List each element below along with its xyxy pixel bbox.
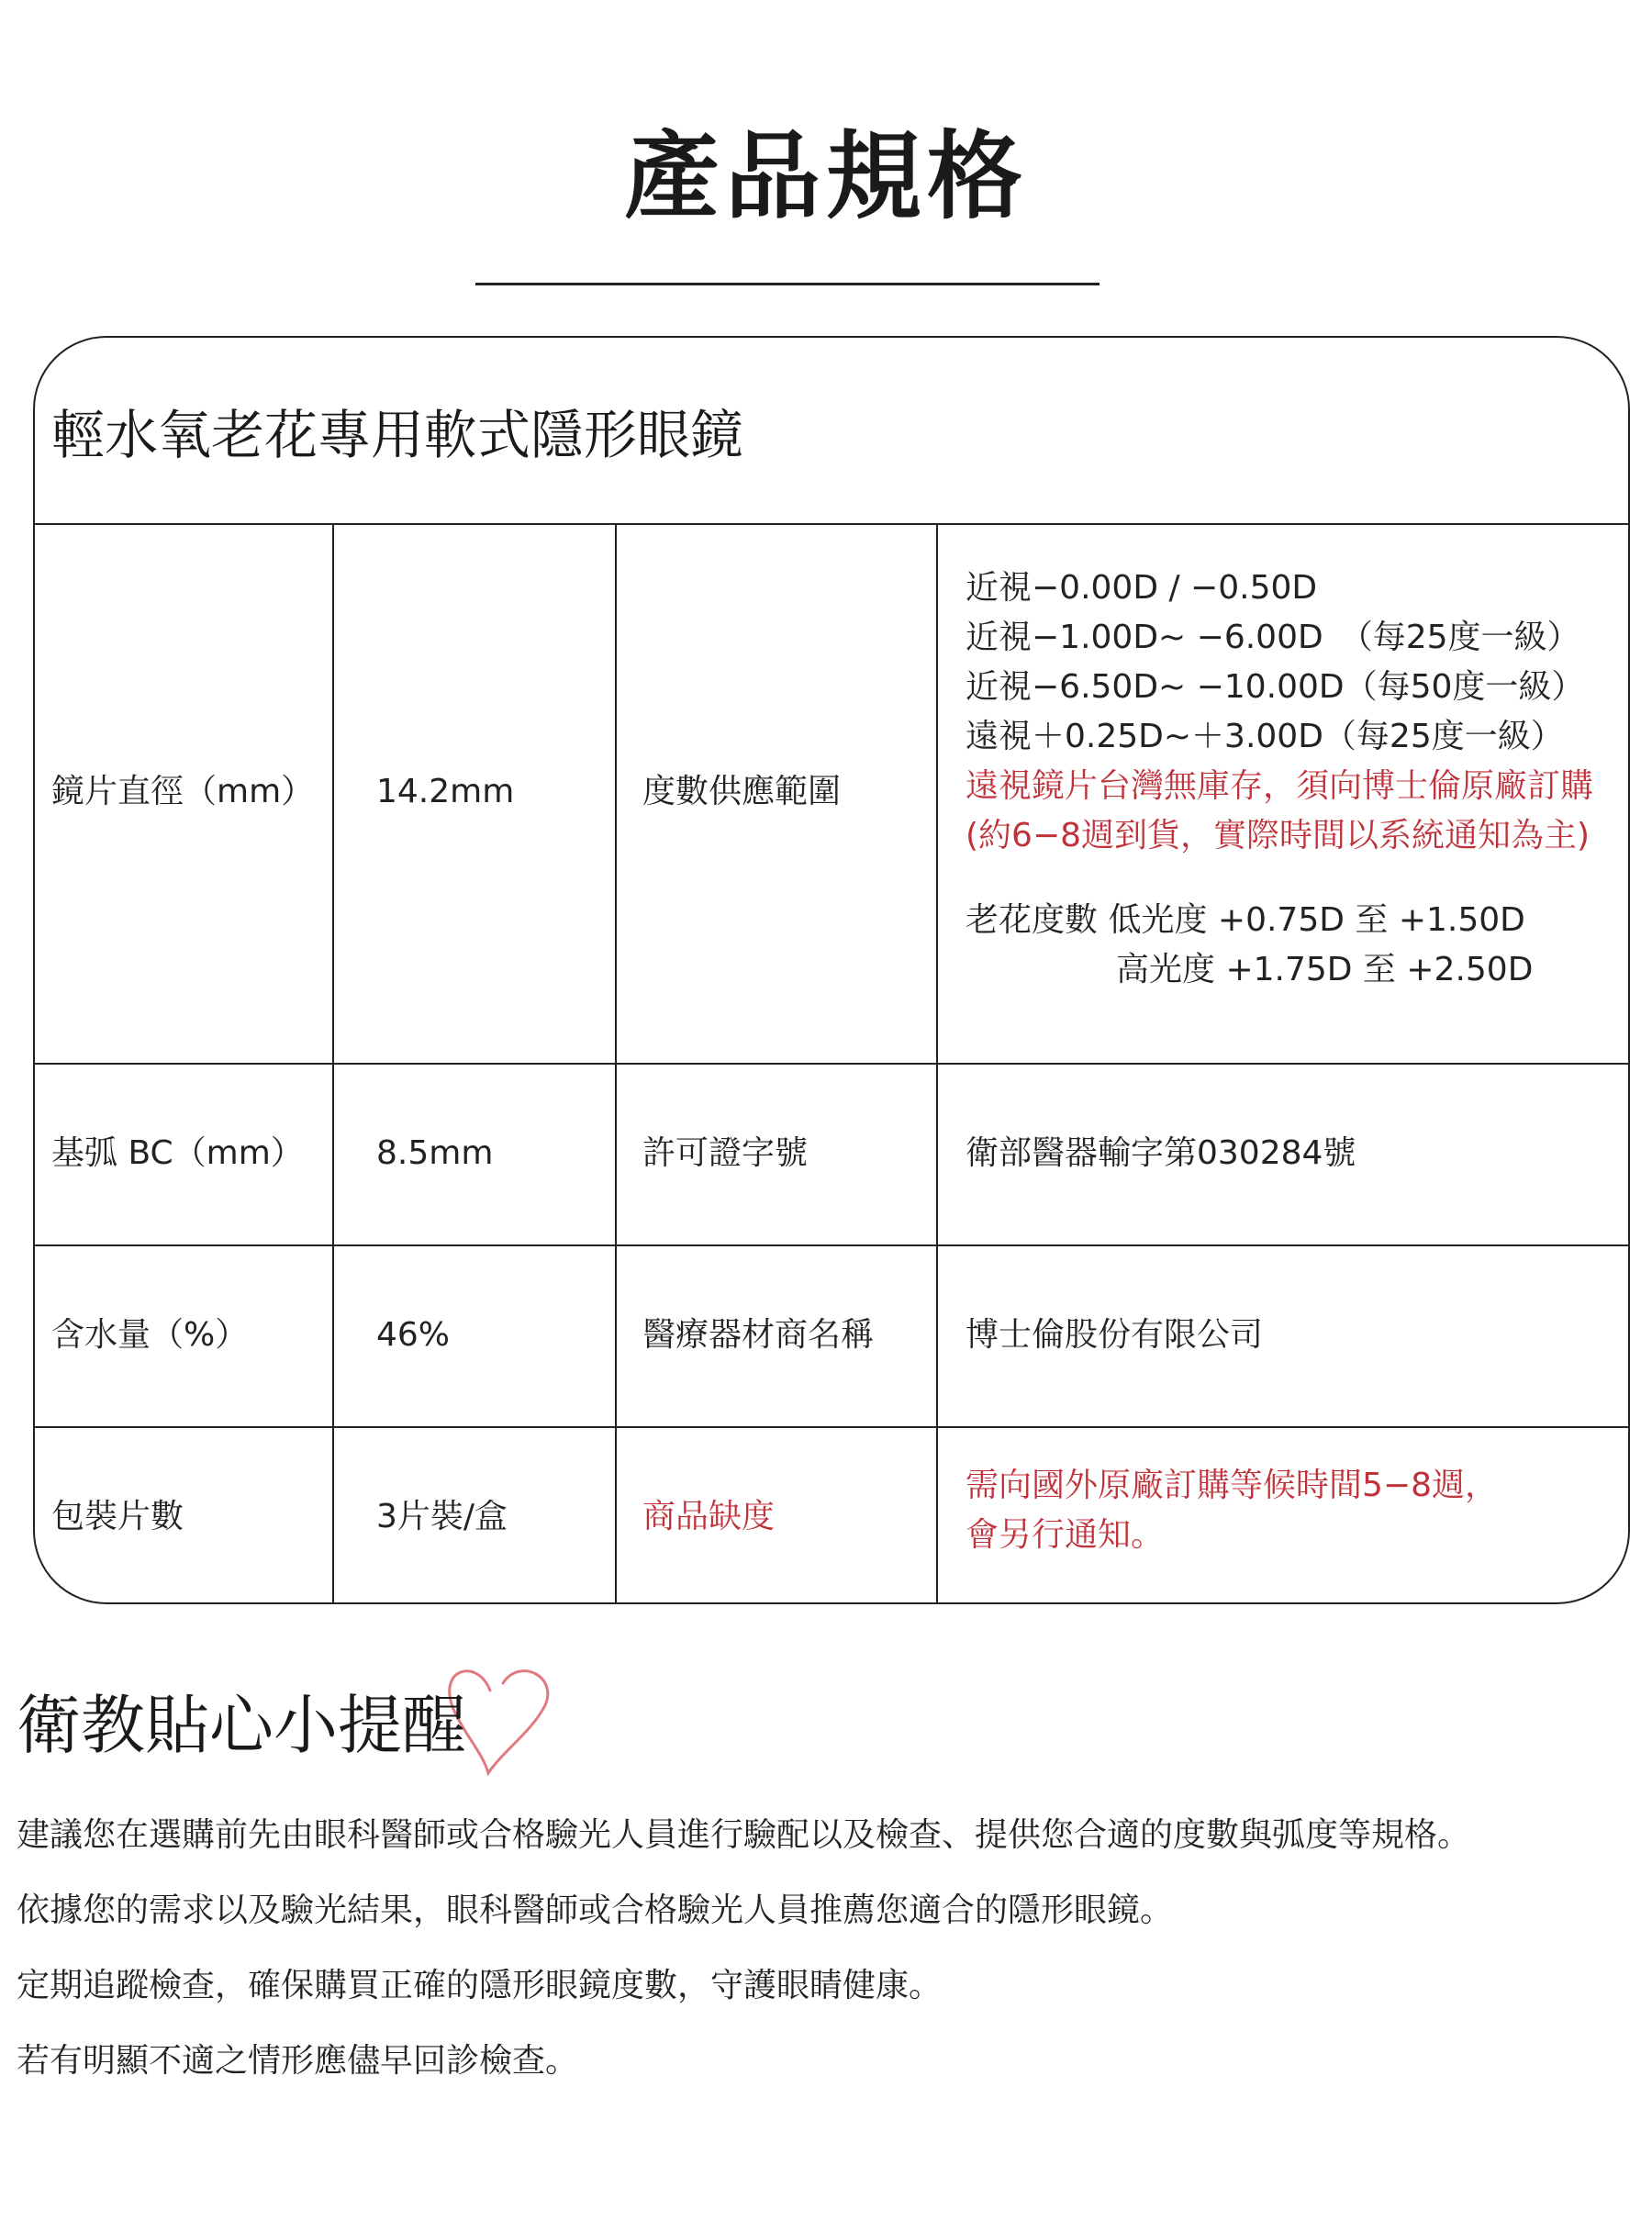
power-range-line: 近視−0.00D / −0.50D (966, 569, 1318, 607)
hyperopia-delivery-notice: (約6−8週到貨，實際時間以系統通知為主) (966, 817, 1591, 854)
power-range-label: 度數供應範圍 (642, 773, 842, 810)
tip-item: 若有明顯不適之情形應儘早回診檢查。 (17, 2042, 579, 2080)
power-range-values (966, 564, 1593, 861)
table-divider (35, 1426, 1628, 1428)
table-column-divider (615, 525, 617, 1604)
out-of-stock-note-line: 需向國外原廠訂購等候時間5−8週， (966, 1467, 1498, 1504)
tip-item: 依據您的需求以及驗光結果，眼科醫師或合格驗光人員推薦您適合的隱形眼鏡。 (17, 1892, 1174, 1929)
diameter-value: 14.2mm (376, 773, 515, 810)
power-range-line: 近視−1.00D~ −6.00D （每25度一級） (966, 619, 1580, 656)
package-label: 包裝片數 (51, 1498, 184, 1535)
presbyopia-label: 老花度數 (966, 901, 1099, 939)
table-column-divider (332, 525, 334, 1604)
license-label: 許可證字號 (642, 1134, 809, 1172)
tips-title: 衛教貼心小提醒 (17, 1688, 466, 1763)
out-of-stock-label: 商品缺度 (642, 1498, 776, 1535)
power-range-line: 遠視＋0.25D~＋3.00D（每25度一級） (966, 718, 1564, 755)
presbyopia-low: 低光度 +0.75D 至 +1.50D (1108, 901, 1525, 939)
power-range-line: 近視−6.50D~ −10.00D（每50度一級） (966, 668, 1585, 706)
table-divider (35, 1063, 1628, 1065)
diameter-label: 鏡片直徑（mm） (51, 773, 315, 810)
title-underline (475, 283, 1099, 285)
manufacturer-value: 博士倫股份有限公司 (966, 1316, 1264, 1354)
spec-table (33, 336, 1630, 1604)
license-value: 衛部醫器輸字第030284號 (966, 1134, 1356, 1172)
presbyopia-powers (966, 896, 1533, 995)
tip-item: 建議您在選購前先由眼科醫師或合格驗光人員進行驗配以及檢查、提供您合適的度數與弧度等規格。 (17, 1816, 1471, 1854)
out-of-stock-note-line: 會另行通知。 (966, 1516, 1165, 1554)
tip-item: 定期追蹤檢查，確保購買正確的隱形眼鏡度數，守護眼睛健康。 (17, 1967, 943, 2004)
table-divider (35, 1244, 1628, 1246)
product-name: 輕水氧老花專用軟式隱形眼鏡 (51, 404, 744, 466)
base-curve-label: 基弧 BC（mm） (51, 1134, 304, 1172)
out-of-stock-note (966, 1461, 1498, 1560)
table-divider (35, 523, 1628, 525)
base-curve-value: 8.5mm (376, 1134, 494, 1172)
package-value: 3片裝/盒 (376, 1498, 508, 1535)
hyperopia-stock-notice: 遠視鏡片台灣無庫存，須向博士倫原廠訂購 (966, 767, 1594, 805)
page-title: 產品規格 (623, 120, 1028, 232)
presbyopia-high: 高光度 +1.75D 至 +2.50D (1116, 951, 1534, 988)
water-content-value: 46% (376, 1316, 451, 1354)
manufacturer-label: 醫療器材商名稱 (642, 1316, 875, 1354)
water-content-label: 含水量（%） (51, 1316, 249, 1354)
table-column-divider (936, 525, 938, 1604)
